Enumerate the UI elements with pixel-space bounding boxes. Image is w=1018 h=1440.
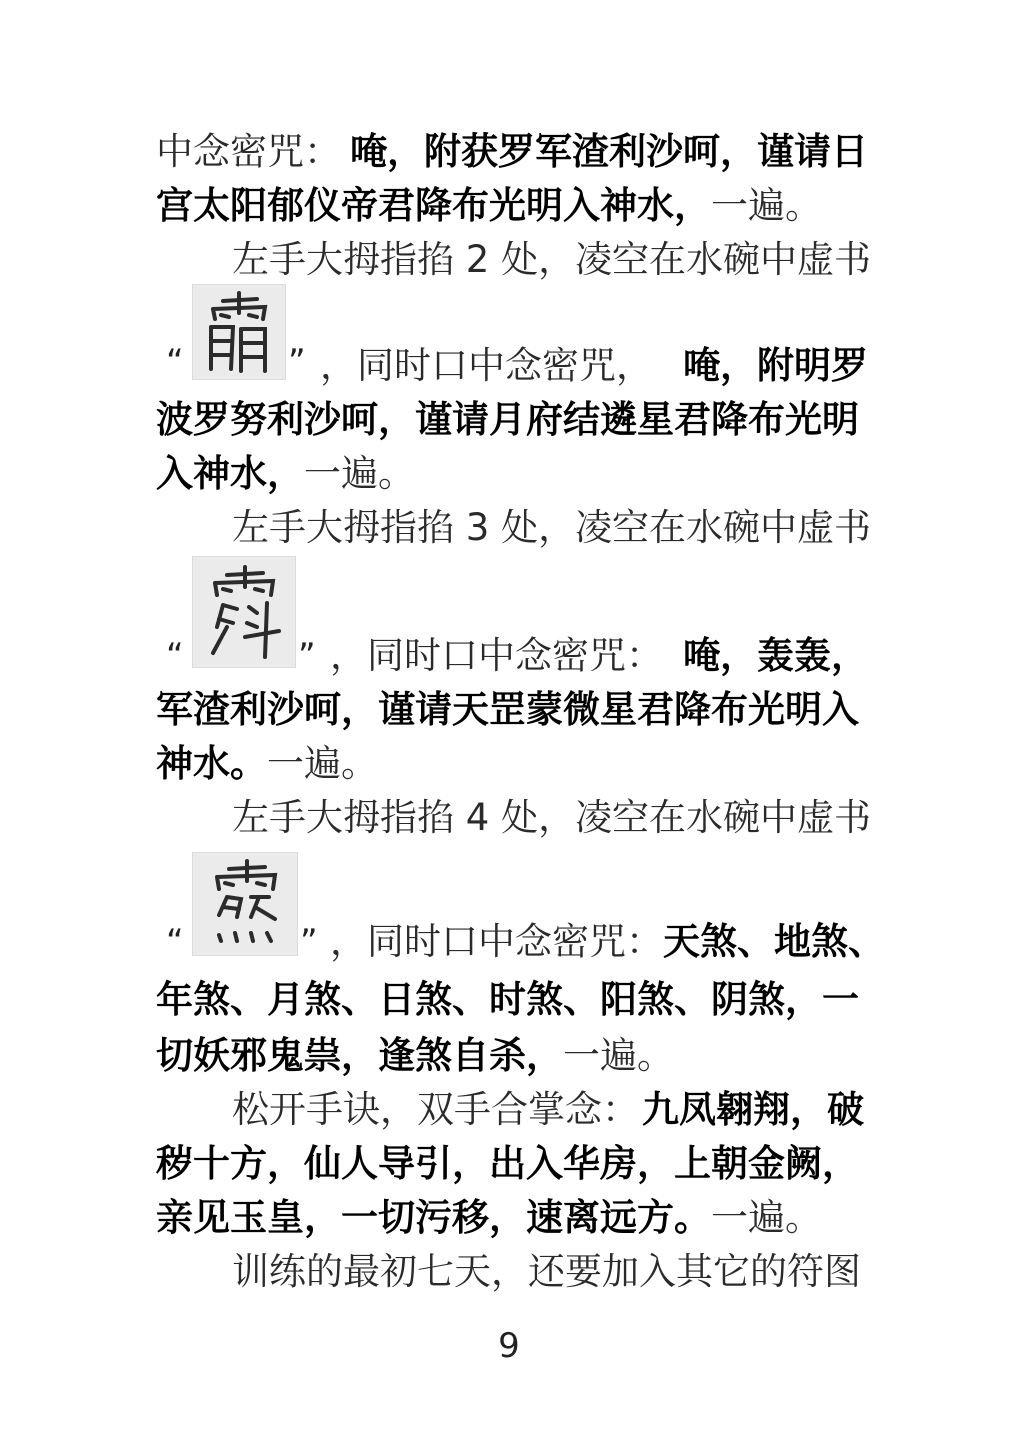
text-segment: 唵，附明罗 [683, 344, 868, 387]
page-number: 9 [498, 1326, 520, 1366]
text-segment: 一遍。 [304, 452, 415, 495]
text-line-12 [330, 918, 885, 966]
text-line-18 [232, 1248, 864, 1296]
open-quote: “ [166, 922, 184, 962]
text-segment: 波罗努利沙呵，谨请月府结遴星君降布光明 [156, 398, 859, 441]
close-quote: ” [288, 342, 306, 382]
text-line-10 [156, 740, 868, 788]
talisman-glyph-2-icon [192, 556, 296, 668]
text-segment: ，同时口中念密咒： [330, 920, 663, 963]
text-segment: 左手大拇指掐 2 处，凌空在水碗中虚书 [232, 238, 872, 281]
text-segment: 九凤翱翔，破 [642, 1088, 864, 1131]
text-segment: 左手大拇指掐 3 处，凌空在水碗中虚书 [232, 506, 872, 549]
text-segment: 唵，附获罗军渣利沙呵，谨请日 [350, 130, 868, 173]
text-segment: 宫太阳郁仪帝君降布光明入神水， [156, 184, 711, 227]
text-segment: 亲见玉皇，一切污移，速离远方。 [156, 1196, 711, 1239]
text-segment: 唵，轰轰， [683, 634, 868, 677]
text-segment: 一遍。 [563, 1034, 674, 1077]
open-quote: “ [166, 342, 184, 382]
text-line-5 [156, 396, 868, 444]
text-line-15 [232, 1086, 864, 1134]
text-line-2 [156, 182, 868, 230]
text-segment: 一遍。 [267, 742, 378, 785]
open-quote: “ [166, 636, 184, 676]
text-segment: 神水。 [156, 742, 267, 785]
text-line-1 [156, 128, 868, 176]
text-line-17 [156, 1194, 868, 1242]
text-segment: 一遍。 [711, 1196, 822, 1239]
close-quote: ” [300, 922, 318, 962]
text-segment: 中念密咒： [156, 130, 341, 173]
talisman-glyph-1-icon [192, 284, 286, 380]
text-segment: 秽十方，仙人导引，出入华房，上朝金阙， [156, 1142, 859, 1185]
text-segment: 入神水， [156, 452, 304, 495]
text-segment: 左手大拇指掐 4 处，凌空在水碗中虚书 [232, 796, 872, 839]
text-line-11 [232, 794, 872, 842]
text-segment: ，同时口中念密咒： [330, 634, 663, 677]
text-line-8 [330, 632, 868, 680]
text-segment: 切妖邪鬼祟，逢煞自杀， [156, 1034, 563, 1077]
text-segment: 天煞、地煞、 [663, 920, 885, 963]
text-segment: 年煞、月煞、日煞、时煞、阳煞、阴煞，一 [156, 978, 859, 1021]
text-segment: 军渣利沙呵，谨请天罡蒙微星君降布光明入 [156, 688, 859, 731]
text-line-13 [156, 976, 868, 1024]
text-line-4 [320, 342, 868, 390]
text-line-16 [156, 1140, 868, 1188]
text-segment: 一遍。 [711, 184, 822, 227]
text-line-9 [156, 686, 868, 734]
text-line-14 [156, 1032, 868, 1080]
text-line-7 [232, 504, 872, 552]
talisman-glyph-3-icon [192, 852, 298, 956]
text-segment: 松开手诀，双手合掌念： [232, 1088, 639, 1131]
close-quote: ” [298, 636, 316, 676]
text-segment: 训练的最初七天，还要加入其它的符图 [232, 1250, 861, 1293]
text-line-3 [232, 236, 872, 284]
text-line-6 [156, 450, 868, 498]
text-segment: ，同时口中念密咒， [320, 344, 653, 387]
